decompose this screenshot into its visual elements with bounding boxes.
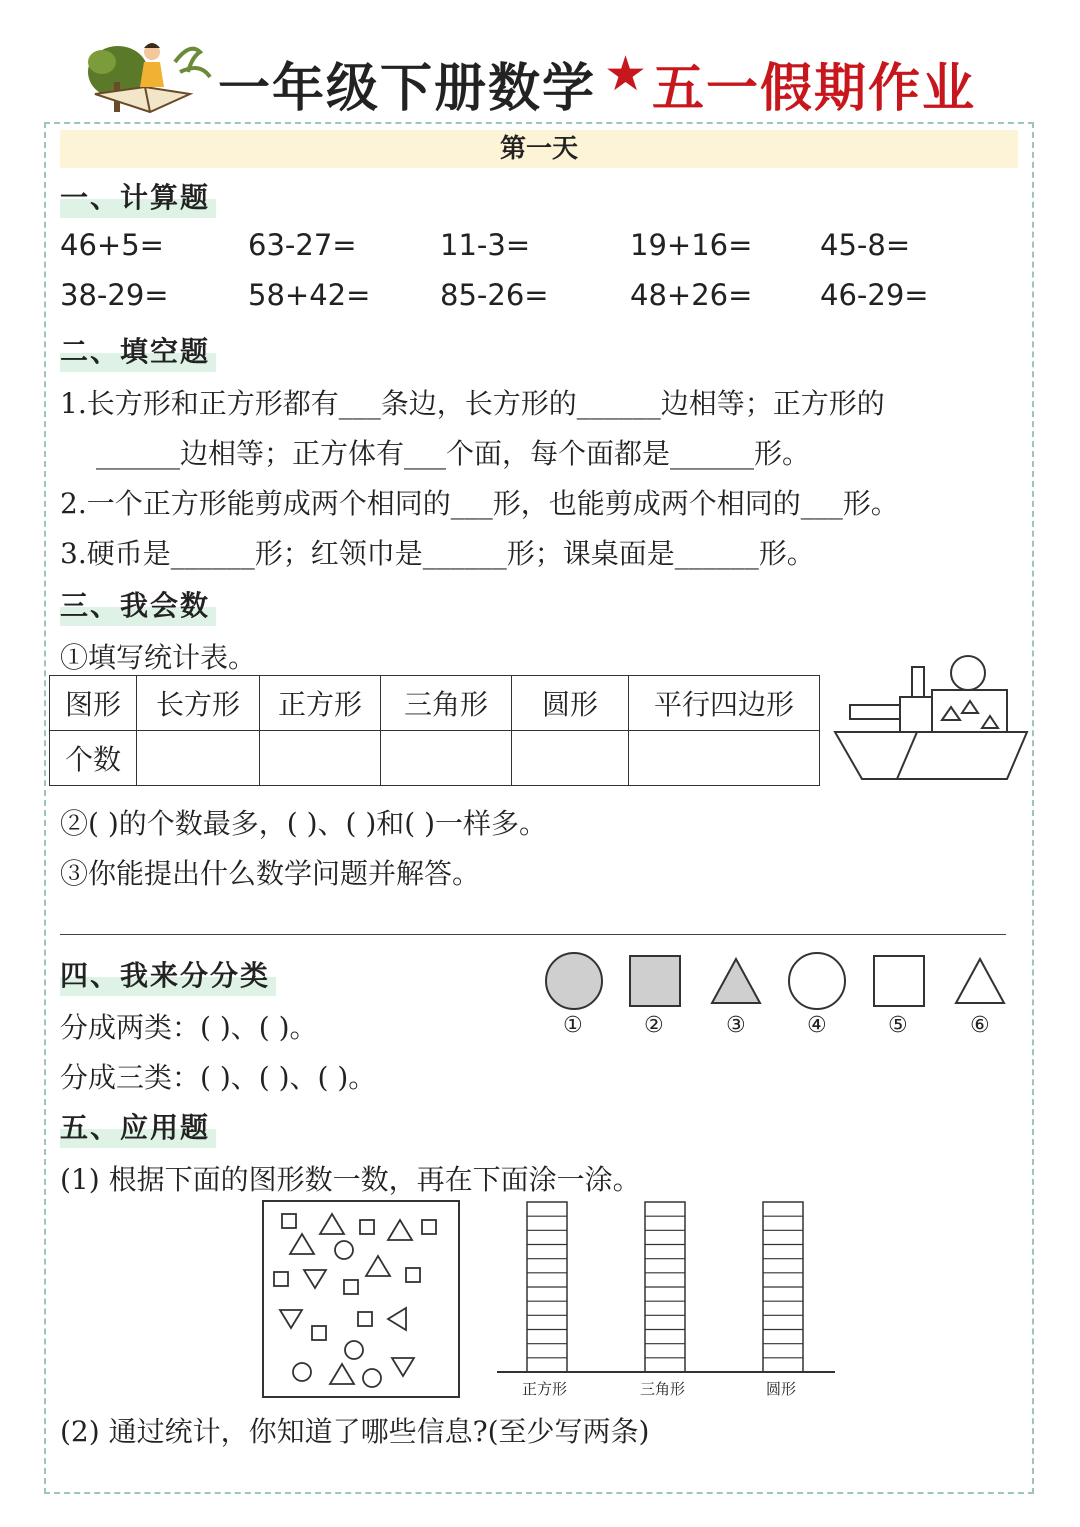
math-question-prompt: ③你能提出什么数学问题并解答。 — [60, 857, 481, 890]
bar-label: 圆形 — [766, 1380, 797, 1398]
shapes-count-box — [262, 1200, 462, 1400]
table-header-cell: 平行四边形 — [629, 676, 820, 731]
gray-circle-icon — [546, 953, 602, 1009]
section-2-title: 二、填空题 — [60, 330, 216, 372]
table-header-row — [50, 676, 820, 731]
application-question-2: (2) 通过统计，你知道了哪些信息?(至少写两条) — [60, 1415, 650, 1448]
table-header-cell: 长方形 — [137, 676, 260, 731]
calc-item: 58+42= — [248, 278, 371, 312]
classify-shapes — [540, 950, 1020, 1015]
table-header-cell: 三角形 — [381, 676, 512, 731]
calc-item: 46+5= — [60, 228, 164, 262]
answer-cell[interactable] — [629, 731, 820, 786]
calc-item: 63-27= — [248, 228, 357, 262]
fill-question-3: 3.硬币是______形；红领巾是______形；课桌面是______形。 — [60, 537, 815, 570]
reading-girl-illustration — [80, 32, 215, 122]
day-label: 第一天 — [60, 130, 1018, 168]
classify-three: 分成三类：( )、( )、( )。 — [60, 1061, 377, 1094]
stat-table — [49, 675, 820, 786]
calc-item: 48+26= — [630, 278, 753, 312]
calc-item: 45-8= — [820, 228, 911, 262]
white-circle-icon — [789, 953, 845, 1009]
section-4-title: 四、我来分分类 — [60, 954, 276, 996]
calc-item: 46-29= — [820, 278, 929, 312]
shape-label: ③ — [726, 1013, 746, 1038]
calc-item: 85-26= — [440, 278, 549, 312]
white-triangle-icon — [956, 959, 1004, 1003]
shape-label: ① — [563, 1013, 583, 1038]
white-square-icon — [874, 956, 924, 1006]
table-header-cell: 正方形 — [260, 676, 381, 731]
classify-two: 分成两类：( )、( )。 — [60, 1011, 318, 1044]
shape-label: ⑤ — [888, 1013, 908, 1038]
answer-cell[interactable] — [381, 731, 512, 786]
table-header-cell: 圆形 — [512, 676, 629, 731]
section-3-title: 三、我会数 — [60, 584, 216, 626]
calc-item: 19+16= — [630, 228, 753, 262]
answer-cell[interactable] — [260, 731, 381, 786]
answer-line[interactable] — [60, 934, 1006, 935]
fill-question-2: 2.一个正方形能剪成两个相同的___形，也能剪成两个相同的___形。 — [60, 487, 899, 520]
answer-cell[interactable] — [137, 731, 260, 786]
star-icon: ★ — [604, 46, 648, 102]
title-accent: 五一假期作业 — [652, 59, 977, 119]
shape-label: ② — [644, 1013, 664, 1038]
calc-item: 38-29= — [60, 278, 169, 312]
shape-label: ④ — [807, 1013, 827, 1038]
application-question-1: (1) 根据下面的图形数一数，再在下面涂一涂。 — [60, 1163, 641, 1196]
shape-label: ⑥ — [970, 1013, 990, 1038]
header — [80, 32, 1020, 122]
table-header-cell: 图形 — [50, 676, 137, 731]
gray-triangle-icon — [712, 959, 760, 1003]
bar-label: 正方形 — [522, 1380, 568, 1398]
ship-shapes-figure — [832, 655, 1032, 785]
compare-question: ②( )的个数最多，( )、( )和( )一样多。 — [60, 807, 547, 840]
title-main: 一年级下册数学 — [218, 59, 597, 119]
table-row — [50, 731, 820, 786]
gray-square-icon — [630, 956, 680, 1006]
calc-item: 11-3= — [440, 228, 531, 262]
bar-coloring-grid[interactable] — [495, 1198, 840, 1398]
fill-question-1b: ______边相等；正方体有___个面，每个面都是______形。 — [96, 437, 811, 470]
bar-label: 三角形 — [640, 1380, 686, 1398]
answer-cell[interactable] — [512, 731, 629, 786]
table-row-label: 个数 — [50, 731, 137, 786]
section-1-title: 一、计算题 — [60, 176, 216, 218]
fill-question-1a: 1.长方形和正方形都有___条边，长方形的______边相等；正方形的 — [60, 387, 885, 420]
stat-instruction: ①填写统计表。 — [60, 641, 257, 674]
section-5-title: 五、应用题 — [60, 1106, 216, 1148]
